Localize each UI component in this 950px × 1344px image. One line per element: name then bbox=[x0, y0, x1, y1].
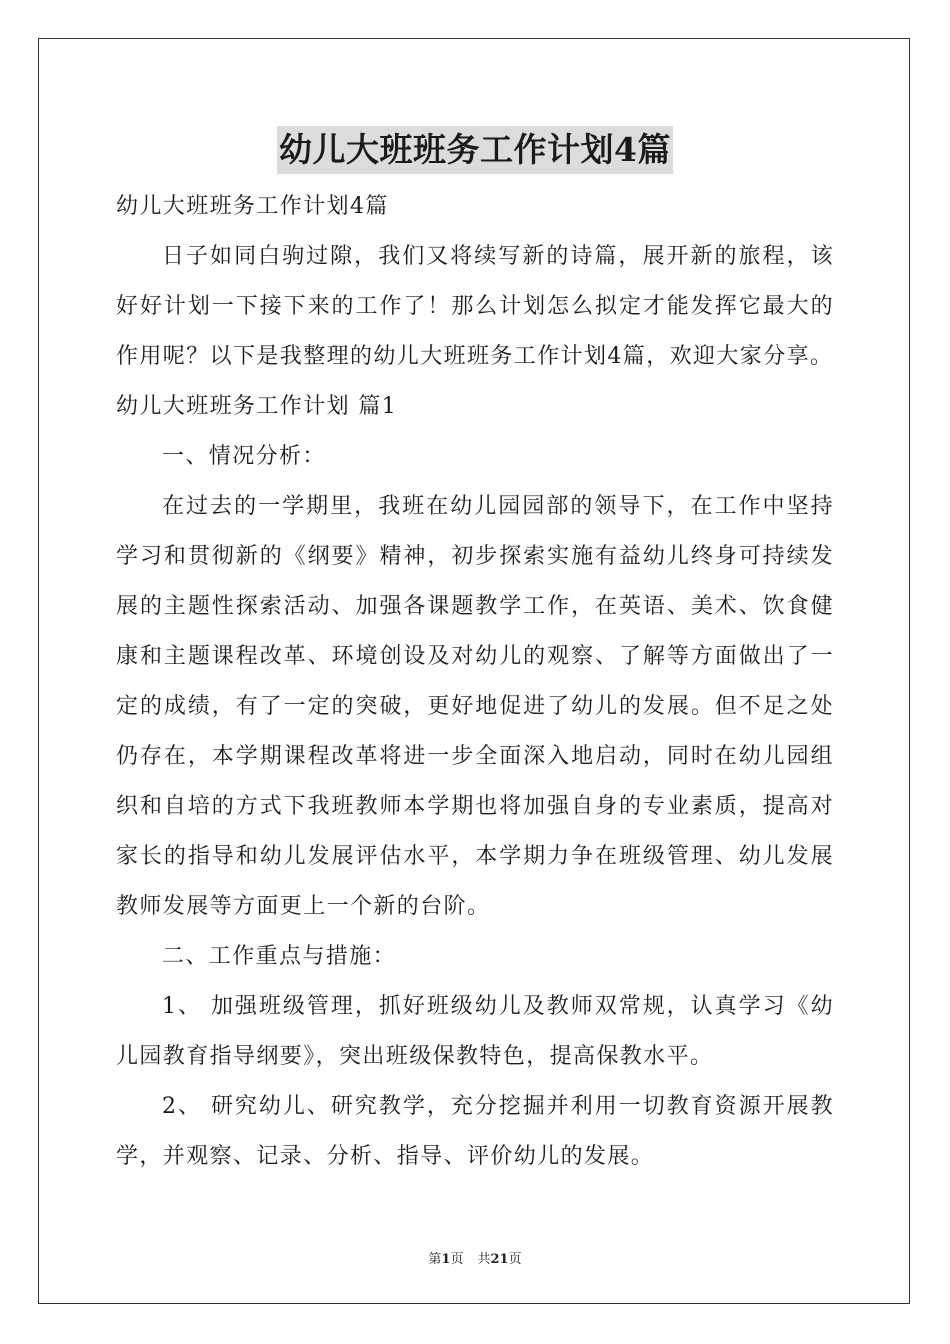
paragraph-intro: 日子如同白驹过隙，我们又将续写新的诗篇，展开新的旅程，该好好计划一下接下来的工作了！那么计划怎么拟定才能发挥它最大的作用呢？以下是我整理的幼儿大班班务工作计划4篇，欢迎大家分享。 bbox=[116, 244, 834, 369]
paragraph-subtitle: 幼儿大班班务工作计划4篇 bbox=[116, 194, 389, 219]
total-pages: 21 bbox=[490, 1252, 509, 1267]
paragraph-analysis: 在过去的一学期里，我班在幼儿园园部的领导下，在工作中坚持学习和贯彻新的《纲要》精神，初步探索实施有益幼儿终身可持续发展的主题性探索活动、加强各课题教学工作，在英语、美术、饮食健康和主题课程改革、环境创设及对幼儿的观察、了解等方面做出了一定的成绩，有了一定的突破，更好地促进了幼儿的发展。但不足之处仍存在，本学期课程改革将进一步全面深入地启动，同时在幼儿园组织和自培的方式下我班教师本学期也将加强自身的专业素质，提高对家长的指导和幼儿发展评估水平，本学期力争在班级管理、幼儿发展教师发展等方面更上一个新的台阶。 bbox=[116, 494, 834, 919]
page-footer bbox=[0, 1248, 950, 1267]
total-prefix: 共 bbox=[477, 1252, 491, 1267]
subheading-situation: 一、情况分析： bbox=[162, 444, 326, 469]
document-title: 幼儿大班班务工作计划4篇 bbox=[277, 126, 673, 174]
page-number: 1 bbox=[441, 1252, 451, 1267]
page-prefix: 第 bbox=[428, 1252, 442, 1267]
total-suffix: 页 bbox=[508, 1252, 522, 1267]
list-item-1: 1、 加强班级管理，抓好班级幼儿及教师双常规，认真学习《幼儿园教育指导纲要》，突出班级保教特色，提高保教水平。 bbox=[116, 994, 834, 1069]
section-heading: 幼儿大班班务工作计划 篇1 bbox=[116, 394, 398, 419]
page-suffix: 页 bbox=[450, 1252, 464, 1267]
title-container bbox=[0, 126, 950, 174]
list-item-2: 2、 研究幼儿、研究教学，充分挖掘并利用一切教育资源开展教学，并观察、记录、分析、指导、评价幼儿的发展。 bbox=[116, 1094, 834, 1169]
subheading-focus: 二、工作重点与措施： bbox=[162, 944, 397, 969]
document-body bbox=[116, 182, 834, 1182]
